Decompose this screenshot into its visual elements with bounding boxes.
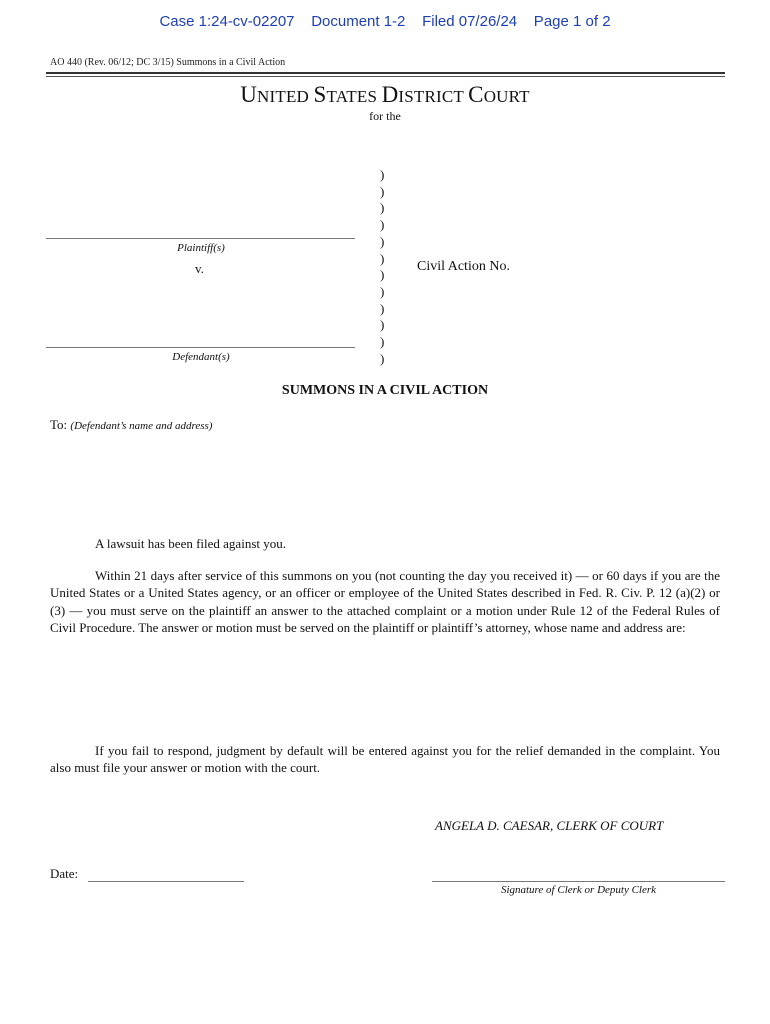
versus-label: v. [195,261,204,276]
to-line [50,417,212,433]
paragraph-1 [50,535,720,552]
paren-line: ) [380,167,385,182]
plaintiff-line [46,238,355,239]
paren-line: ) [380,200,385,216]
paren-line: ) [380,317,385,333]
court-title-rest-3: ISTRICT [398,87,469,106]
court-title-initial-2: S [313,82,327,107]
paragraph-2 [50,567,720,636]
signature-caption: Signature of Clerk or Deputy Clerk [500,884,657,896]
header-rule-thick [46,72,725,74]
paren-line: ) [380,233,385,249]
paren-line: ) [380,350,385,366]
paragraph-3-text: If you fail to respond, judgment by default will be entered against you for the relief demanded in the complaint. You also must file your answer or motion with the court. [50,743,720,776]
paragraph-2-text: Within 21 days after service of this summons on you (not counting the day you received it) — or 60 days if you are the United States or a United States agency, or an officer or employee of the United States described in Fed. R. Civ. P. 12 (a)(2) or (3) — you must serve on the plaintiff an answer to the attached complaint or a motion under Rule 12 of the Federal Rules of Civil Procedure. The answer or motion must be served on the plaintiff or plaintiff’s attorney, whose name and address are: [50,568,720,635]
plaintiff-label: Plaintiff(s) [177,242,225,254]
paragraph-1-text: A lawsuit has been filed against you. [95,536,286,551]
court-title-rest-1: NITED [257,87,314,106]
caption-parentheses [380,167,384,367]
date-line [88,881,244,882]
filing-header: Case 1:24-cv-02207 Document 1-2 Filed 07/26/24 Page 1 of 2 [159,13,611,30]
header-rule-thin [46,76,725,77]
signature-line [432,881,725,882]
paren-line: ) [380,283,385,299]
court-title-rest-4: OURT [483,87,530,106]
defendant-line [46,347,355,348]
court-title [0,82,770,108]
paragraph-3 [50,742,720,777]
paren-line: ) [380,300,385,316]
form-id: AO 440 (Rev. 06/12; DC 3/15) Summons in a Civil Action [50,57,286,68]
summons-heading: SUMMONS IN A CIVIL ACTION [281,383,489,398]
paren-line: ) [380,183,385,199]
court-title-initial-4: C [468,82,484,107]
clerk-name: ANGELA D. CAESAR, CLERK OF COURT [435,818,664,833]
civil-action-label: Civil Action No. [417,259,510,274]
paren-line: ) [380,267,385,283]
paren-line: ) [380,334,385,350]
court-title-rest-2: TATES [326,87,382,106]
court-for-the: for the [369,109,401,123]
to-hint: (Defendant’s name and address) [70,420,213,432]
paren-line: ) [380,250,385,266]
court-title-initial-1: U [240,82,258,107]
defendant-label: Defendant(s) [172,351,230,363]
date-label: Date: [50,866,79,881]
paren-line: ) [380,217,385,233]
to-label: To: [50,417,68,432]
court-title-initial-3: D [381,82,399,107]
